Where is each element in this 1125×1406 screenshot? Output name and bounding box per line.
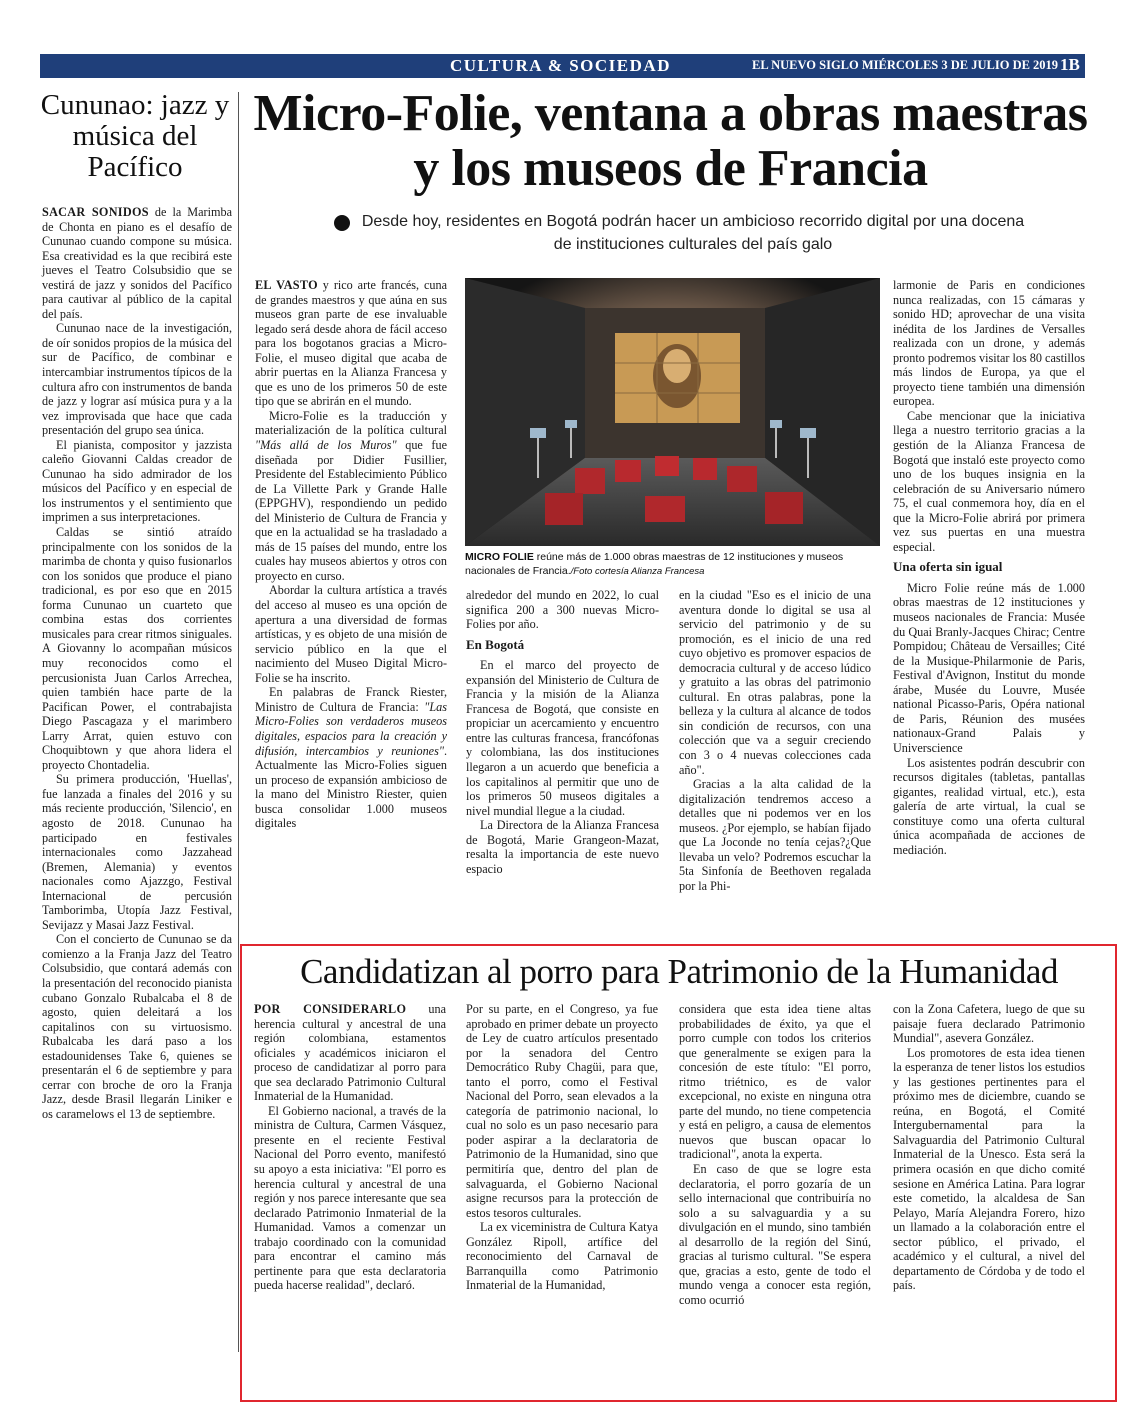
paper-name-date: EL NUEVO SIGLO MIÉRCOLES 3 DE JULIO DE 2019 bbox=[752, 58, 1059, 72]
paragraph: larmonie de Paris en condiciones nunca realizadas, con 15 cámaras y sonido HD; aprovechar de una visita inédita de los Jardines de Versalles realizada con un drone, y además pronto podremos visitar los 80 castillos más lindos de Europa, ya que el proyecto tiene también una dimensión europea. bbox=[893, 278, 1085, 409]
paragraph: Su primera producción, 'Huellas', fue lanzada a finales del 2016 y su más reciente producción, 'Silencio', en agosto de 2018. Cununao ha participado en festivales internacionales como Jazzahead (Bremen, Alemania) y eventos nacionales como Ajazzgo, Festival Internacional de percusión Tamborimba, Utopía Jazz Festival, Sevijazz y Masai Jazz Festival. bbox=[42, 772, 232, 932]
museum-photo-illustration bbox=[465, 278, 880, 546]
paragraph: alrededor del mundo en 2022, lo cual significa 200 a 300 nuevas Micro-Folies por año. bbox=[466, 588, 659, 632]
paragraph: POR CONSIDERARLO una herencia cultural y ancestral de una región colombiana, estamentos oficiales y académicos iniciaron el proceso de candidatizar al porro para que sea declarado Patrimonio Cultural Inmaterial de la Humanidad. bbox=[254, 1002, 446, 1104]
paragraph: Micro Folie reúne más de 1.000 obras maestras de 12 instituciones y museos nacionales de Francia: Musée du Quai Branly-Jacques Chirac; Centre Pompidou; Château de Versailles; Cité de la Musique-Philarmonie de Paris, Festival d'Avignon, Institut du monde árabe, Musée du Louvre, Musée national Picasso-Paris, Opéra national de Paris, Réunion des musées nationaux-Grand Palais y Universcience bbox=[893, 580, 1085, 755]
paragraph: en la ciudad "Eso es el inicio de una aventura donde lo digital se usa al servicio del patrimonio y de su promoción, es el inicio de una red cuyo objetivo es promover espacios de democracia cultural y de acceso lúdico y gratuito a las obras del patrimonio cultural. En otras palabras, pone la belleza y la cultura al alcance de todos sin condición de recursos, con una colección que va a seguir creciendo con 3 o 4 nuevas colecciones cada año". bbox=[679, 588, 871, 777]
section-title: CULTURA & SOCIEDAD bbox=[450, 56, 671, 75]
lead-in: POR CONSIDERARLO bbox=[254, 1002, 407, 1016]
photo-caption: MICRO FOLIE reúne más de 1.000 obras maestras de 12 instituciones y museos nacionales de Francia./Foto cortesía Alianza Francesa bbox=[465, 551, 844, 577]
box-article-col1 bbox=[254, 1002, 446, 1293]
paragraph: con la Zona Cafetera, luego de que su paisaje fuera declarado Patrimonio Mundial", asevera González. bbox=[893, 1002, 1085, 1046]
paragraph: Gracias a la alta calidad de la digitalización tendremos acceso a detalles que ni podemos ver en los museos. ¿Por ejemplo, se habían fijado que La Joconde no tenía cejas?¿Que llevaba un velo? Podremos escuchar la 5ta Sinfonía de Beethoven regalada por la Phi- bbox=[679, 777, 871, 893]
paragraph: EL VASTO y rico arte francés, cuna de grandes maestros y que aúna en sus museos gran parte de ese invaluable legado será desde ahora de fácil acceso para los bogotanos gracias a Micro-Folie, el museo digital que acaba de abrir puertas en la Alianza Francesa y que es uno de los primeros 50 de este tipo que se abrirán en el mundo. bbox=[255, 278, 448, 409]
side-article-body bbox=[42, 205, 232, 1121]
box-article-col4 bbox=[893, 1002, 1085, 1293]
box-article-headline: Candidatizan al porro para Patrimonio de la Humanidad bbox=[300, 952, 1058, 991]
box-article-col2 bbox=[466, 1002, 658, 1293]
paragraph: Por su parte, en el Congreso, ya fue aprobado en primer debate un proyecto de Ley de cuatro artículos presentado por la senadora del Centro Democrático Ruby Chagüi, para que, tanto el porro, como el Festival Nacional del Porro, sean elevados a la categoría de patrimonio nacional, lo cual no solo es un paso necesario para poder aspirar a la declaratoria de Patrimonio de la Humanidad, sino que permitiría que, dentro del plan de salvaguarda, el Gobierno Nacional asigne recursos para la protección de estos tesoros culturales. bbox=[466, 1002, 658, 1220]
paragraph: Los promotores de esta idea tienen la esperanza de tener listos los estudios y las gestiones pertinentes para el próximo mes de diciembre, cuando se reúna, en Bogotá, el Comité Intergubernamental para la Salvaguardia del Patrimonio Cultural Inmaterial de la Unesco. Esta será la primera ocasión en que dicho comité sesione en América Latina. Para lograr este cometido, la alcaldesa de San Pelayo, María Alejandra Forero, hizo un llamado a la colaboración entre el sector público, el privado, el académico y el cultural, a nivel del departamento de Córdoba y de todo el país. bbox=[893, 1045, 1085, 1293]
page-number: 1B bbox=[1060, 55, 1080, 74]
main-article-col4 bbox=[893, 278, 1085, 857]
lead-in: EL VASTO bbox=[255, 278, 318, 292]
paragraph: Micro-Folie es la traducción y materialización de la política cultural "Más allá de los Muros" que fue diseñada por Didier Fusillier, Presidente del Establecimiento Público de La Villette Park y Grande Halle (EPPGHV), respondiendo un pedido del Ministerio de Cultura de Francia y que en la actualidad se ha trasladado a más de 15 países del mundo, entre los cuales hay museos abiertos y otros con proyecto en curso. bbox=[255, 408, 447, 583]
column-divider bbox=[238, 92, 239, 1352]
paragraph: Los asistentes podrán descubrir con recursos digitales (tabletas, pantallas gigantes, realidad virtual, etc.), esta galería de arte virtual, la cual se constituye como una oferta cultural única acompañada de acciones de mediación. bbox=[893, 755, 1085, 857]
subhead: Una oferta sin igual bbox=[893, 559, 1003, 575]
main-article-col3 bbox=[679, 588, 871, 893]
subhead: En Bogotá bbox=[466, 636, 525, 652]
museum-photo bbox=[465, 278, 880, 546]
paragraph: Abordar la cultura artística a través del acceso al museo es una opción de apertura a una diversidad de formas artísticas, y es objeto de una misión de servicio público en la que el nacimiento del Museo Digital Micro-Folie se ha inscrito. bbox=[255, 583, 447, 685]
paragraph: Cabe mencionar que la iniciativa llega a nuestro territorio gracias a la gestión de la Alianza Francesa de Bogotá que instaló este proyecto como uno de los buques insignia en la celebración de su Aniversario número 75, el cual conmemora hoy, día en el que la Micro-Folie abrirá por primera vez sus puertas en una muestra especial. bbox=[893, 408, 1085, 554]
paragraph: En palabras de Franck Riester, Ministro de Cultura de Francia: "Las Micro-Folies son verdaderos museos digitales, espacios para la creación y difusión, intercambios y reuniones". Actualmente las Micro-Folies siguen un proceso de expansión ambicioso de la mano del Ministro Riester, quien busca consolidar 1.000 museos digitales bbox=[255, 685, 447, 831]
paragraph: Cununao nace de la investigación, de oír sonidos propios de la música del sur de Pacífico, de combinar e intercambiar instrumentos típicos de la cultura afro con instrumentos de banda de jazz y lograr así música pura y a la vez improvisada que hace que cada presentación del grupo sea única. bbox=[42, 321, 232, 438]
main-article-col1 bbox=[255, 278, 447, 831]
paragraph: Con el concierto de Cununao se da comienzo a la Franja Jazz del Teatro Colsubsidio, que contará además con la presentación del reconocido pianista cubano Gonzalo Rubalcaba el 8 de agosto, quien deleitará a los capitalinos con su virtuosismo. Rubalcaba les dará paso a los estadounidenses Take 6, quienes se presentarán el 6 de septiembre y para cerrar con broche de oro la Franja Jazz, desde Brasil llegarán Liniker e os caramelows el 13 de septiembre. bbox=[42, 932, 232, 1121]
bullet-icon bbox=[334, 215, 350, 231]
main-article-col2 bbox=[466, 588, 659, 876]
paragraph: La Directora de la Alianza Francesa de Bogotá, Marie Grangeon-Mazat, resalta la importancia de este nuevo espacio bbox=[466, 818, 659, 876]
paragraph: En el marco del proyecto de expansión del Ministerio de Cultura de Francia y la misión de la Alianza Francesa de Bogotá, que consiste en propiciar un acercamiento y encuentro entre las culturas francesa, francófonas y colombiana, las dos instituciones llegaron a un acuerdo que beneficia a los capitalinos al permitir que uno de los primeros 50 museos digitales a nivel mundial llegue a la ciudad. bbox=[466, 658, 659, 818]
paragraph: considera que esta idea tiene altas probabilidades de éxito, ya que el porro cumple con todos los criterios que generalmente se exigen para la concesión de este título: "El porro, ritmo triétnico, es de valor excepcional, no existe en ninguna otra parte del mundo, no tiene competencia y está en peligro, a causa de elementos nuevos que buscan opacar lo tradicional", anota la experta. bbox=[679, 1002, 871, 1162]
paragraph: Caldas se sintió atraído principalmente con los sonidos de la marimba de chonta y quiso fusionarlos con los sonidos que produce el piano tradicional, es por eso que en 2015 forma Cununao un cuarteto que combina estas dos corrientes musicales para crear ritmos siniguales. A Giovanny lo acompañan músicos muy reconocidos como el percusionista Juan Carlos Arrechea, quien también hace parte de la Pacifican Power, el contrabajista Diego Pascagaza y el marimbero Larry Arrat, quien estuvo con Choquibtown y que ahora lidera el proyecto Chontadelia. bbox=[42, 525, 232, 772]
paragraph: El Gobierno nacional, a través de la ministra de Cultura, Carmen Vásquez, presente en el reciente Festival Nacional del Porro evento, manifestó su apoyo a esta iniciativa: "El porro es herencia cultural y ancestral de una región y nos parece interesante que sea declarado Patrimonio Inmaterial de la Humanidad. Vamos a comenzar un trabajo coordinado con la comunidad para encontrar el camino más pertinente para que esta declaratoria pueda hacerse realidad", declaró. bbox=[254, 1103, 446, 1293]
paragraph: El pianista, compositor y jazzista caleño Giovanni Caldas creador de Cununao ha sido admirador de los músicos del Pacífico y en especial de los instrumentos y el sentimiento que imprimen a sus interpretaciones. bbox=[42, 437, 232, 525]
lead-in: SACAR SONIDOS bbox=[42, 205, 149, 219]
main-headline: Micro-Folie, ventana a obras maestras y los museos de Francia bbox=[253, 85, 1088, 197]
box-article-col3 bbox=[679, 1002, 871, 1307]
paragraph: En caso de que se logre esta declaratoria, el porro gozaría de un sello internacional que contribuiría no solo a su salvaguardia y a su divulgación en el mundo, sino también al desarrollo de la región del Sinú, gracias al turismo cultural. "Se espera que, gracias a esto, gente de todo el mundo venga a conocer esta región, como ocurrió bbox=[679, 1162, 871, 1307]
paragraph: La ex viceministra de Cultura Katya González Ripoll, artífice del reconocimiento del Carnaval de Barranquilla como Patrimonio Inmaterial de la Humanidad, bbox=[466, 1220, 658, 1293]
paragraph: SACAR SONIDOS de la Marimba de Chonta en piano es el desafío de Cununao cuando compone su música. Esa creatividad es la que recibirá este jueves el Teatro Colsubsidio que se vestirá de jazz y sonidos del Pacífico para cautivar al público de la capital del país. bbox=[42, 205, 232, 321]
main-deck: Desde hoy, residentes en Bogotá podrán hacer un ambicioso recorrido digital por una docena de instituciones culturales del país galo bbox=[361, 213, 1025, 253]
side-article-headline: Cununao: jazz y música del Pacífico bbox=[40, 89, 230, 183]
